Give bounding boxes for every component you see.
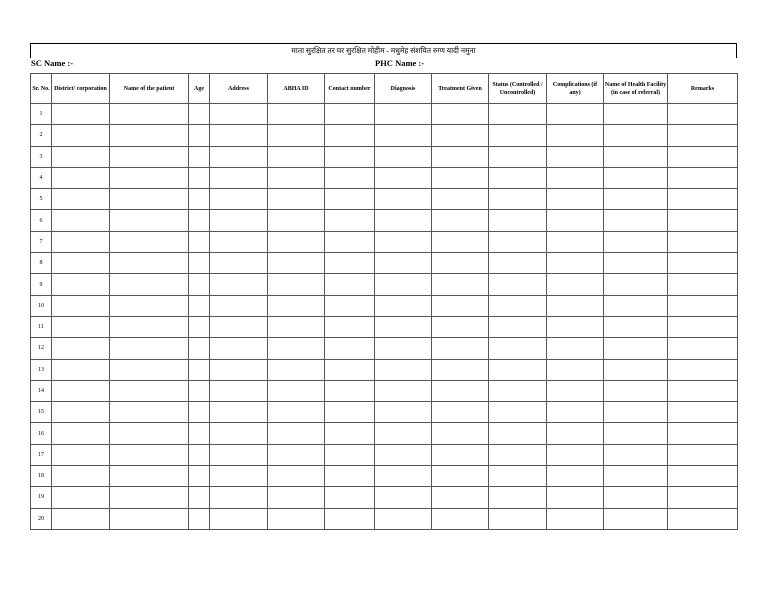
row-number: 12 <box>31 338 52 359</box>
table-cell[interactable] <box>489 125 547 146</box>
table-cell[interactable] <box>189 210 210 231</box>
table-cell[interactable] <box>432 253 489 274</box>
table-cell[interactable] <box>210 423 268 444</box>
table-cell[interactable] <box>52 338 110 359</box>
table-cell[interactable] <box>268 253 325 274</box>
table-row <box>31 402 738 423</box>
row-number: 20 <box>31 508 52 529</box>
table-cell[interactable] <box>189 104 210 125</box>
table-cell[interactable] <box>432 402 489 423</box>
table-cell[interactable] <box>375 508 432 529</box>
table-cell[interactable] <box>189 253 210 274</box>
table-cell[interactable] <box>268 466 325 487</box>
table-cell[interactable] <box>375 444 432 465</box>
table-cell[interactable] <box>189 466 210 487</box>
table-cell[interactable] <box>489 274 547 295</box>
row-number: 17 <box>31 444 52 465</box>
table-cell[interactable] <box>110 125 189 146</box>
table-cell[interactable] <box>325 402 375 423</box>
table-cell[interactable] <box>325 316 375 337</box>
table-cell[interactable] <box>668 402 738 423</box>
table-cell[interactable] <box>489 104 547 125</box>
table-cell[interactable] <box>325 210 375 231</box>
table-cell[interactable] <box>668 210 738 231</box>
table-cell[interactable] <box>432 444 489 465</box>
table-cell[interactable] <box>375 104 432 125</box>
table-cell[interactable] <box>268 316 325 337</box>
header-patient-name: Name of the patient <box>110 74 189 104</box>
table-cell[interactable] <box>110 316 189 337</box>
table-cell[interactable] <box>210 338 268 359</box>
header-complications: Complications (if any) <box>547 74 604 104</box>
table-cell[interactable] <box>489 146 547 167</box>
table-cell[interactable] <box>489 508 547 529</box>
table-row <box>31 380 738 401</box>
table-cell[interactable] <box>489 189 547 210</box>
table-cell[interactable] <box>210 146 268 167</box>
table-cell[interactable] <box>110 359 189 380</box>
table-cell[interactable] <box>52 253 110 274</box>
table-cell[interactable] <box>210 167 268 188</box>
row-number: 18 <box>31 466 52 487</box>
table-cell[interactable] <box>268 423 325 444</box>
table-cell[interactable] <box>325 253 375 274</box>
table-cell[interactable] <box>432 508 489 529</box>
table-cell[interactable] <box>110 210 189 231</box>
table-cell[interactable] <box>375 189 432 210</box>
header-age: Age <box>189 74 210 104</box>
table-cell[interactable] <box>52 125 110 146</box>
table-cell[interactable] <box>547 295 604 316</box>
table-cell[interactable] <box>375 359 432 380</box>
table-cell[interactable] <box>325 508 375 529</box>
table-cell[interactable] <box>432 167 489 188</box>
table-cell[interactable] <box>375 210 432 231</box>
table-cell[interactable] <box>189 146 210 167</box>
header-diagnosis: Diagnosis <box>375 74 432 104</box>
table-cell[interactable] <box>110 189 189 210</box>
table-cell[interactable] <box>52 466 110 487</box>
table-cell[interactable] <box>547 189 604 210</box>
table-cell[interactable] <box>547 104 604 125</box>
row-number: 1 <box>31 104 52 125</box>
table-cell[interactable] <box>189 316 210 337</box>
row-number: 14 <box>31 380 52 401</box>
table-cell[interactable] <box>432 295 489 316</box>
table-cell[interactable] <box>110 146 189 167</box>
table-cell[interactable] <box>604 466 668 487</box>
table-cell[interactable] <box>547 359 604 380</box>
table-cell[interactable] <box>489 380 547 401</box>
table-row <box>31 466 738 487</box>
table-cell[interactable] <box>668 189 738 210</box>
table-cell[interactable] <box>375 231 432 252</box>
table-cell[interactable] <box>268 125 325 146</box>
table-cell[interactable] <box>52 380 110 401</box>
table-cell[interactable] <box>668 104 738 125</box>
table-row <box>31 338 738 359</box>
table-cell[interactable] <box>189 338 210 359</box>
table-cell[interactable] <box>210 231 268 252</box>
table-cell[interactable] <box>489 402 547 423</box>
row-number: 16 <box>31 423 52 444</box>
table-cell[interactable] <box>110 423 189 444</box>
table-row <box>31 487 738 508</box>
table-cell[interactable] <box>375 125 432 146</box>
table-cell[interactable] <box>489 295 547 316</box>
table-cell[interactable] <box>604 104 668 125</box>
table-cell[interactable] <box>325 104 375 125</box>
patient-register-table <box>30 73 738 530</box>
table-cell[interactable] <box>432 487 489 508</box>
table-cell[interactable] <box>547 274 604 295</box>
table-cell[interactable] <box>210 444 268 465</box>
table-cell[interactable] <box>110 466 189 487</box>
table-row <box>31 146 738 167</box>
table-cell[interactable] <box>668 167 738 188</box>
table-cell[interactable] <box>375 146 432 167</box>
table-row <box>31 253 738 274</box>
table-cell[interactable] <box>210 295 268 316</box>
table-cell[interactable] <box>604 167 668 188</box>
table-cell[interactable] <box>210 487 268 508</box>
table-cell[interactable] <box>52 316 110 337</box>
table-cell[interactable] <box>325 466 375 487</box>
table-cell[interactable] <box>325 423 375 444</box>
table-cell[interactable] <box>189 402 210 423</box>
header-contact: Contact number <box>325 74 375 104</box>
table-cell[interactable] <box>432 210 489 231</box>
table-cell[interactable] <box>52 231 110 252</box>
table-cell[interactable] <box>268 295 325 316</box>
header-remarks: Remarks <box>668 74 738 104</box>
table-cell[interactable] <box>189 487 210 508</box>
table-cell[interactable] <box>604 146 668 167</box>
row-number: 5 <box>31 189 52 210</box>
table-cell[interactable] <box>604 487 668 508</box>
header-treatment: Treatment Given <box>432 74 489 104</box>
table-cell[interactable] <box>547 380 604 401</box>
table-cell[interactable] <box>325 146 375 167</box>
table-cell[interactable] <box>604 253 668 274</box>
row-number: 3 <box>31 146 52 167</box>
table-cell[interactable] <box>604 295 668 316</box>
table-cell[interactable] <box>268 167 325 188</box>
table-cell[interactable] <box>110 253 189 274</box>
table-cell[interactable] <box>52 295 110 316</box>
table-cell[interactable] <box>375 466 432 487</box>
table-cell[interactable] <box>604 189 668 210</box>
table-cell[interactable] <box>489 316 547 337</box>
table-cell[interactable] <box>547 423 604 444</box>
header-sr-no: Sr. No. <box>31 74 52 104</box>
phc-name-label: PHC Name :- <box>375 58 425 68</box>
table-cell[interactable] <box>375 253 432 274</box>
table-cell[interactable] <box>52 189 110 210</box>
table-cell[interactable] <box>325 295 375 316</box>
table-cell[interactable] <box>668 359 738 380</box>
table-cell[interactable] <box>52 508 110 529</box>
table-cell[interactable] <box>52 487 110 508</box>
table-cell[interactable] <box>547 338 604 359</box>
table-cell[interactable] <box>604 274 668 295</box>
table-cell[interactable] <box>189 274 210 295</box>
table-cell[interactable] <box>52 402 110 423</box>
table-cell[interactable] <box>668 295 738 316</box>
table-cell[interactable] <box>52 104 110 125</box>
table-cell[interactable] <box>210 508 268 529</box>
table-row <box>31 508 738 529</box>
table-cell[interactable] <box>268 338 325 359</box>
table-cell[interactable] <box>432 146 489 167</box>
table-cell[interactable] <box>110 295 189 316</box>
table-cell[interactable] <box>604 444 668 465</box>
table-cell[interactable] <box>489 423 547 444</box>
table-row <box>31 104 738 125</box>
table-cell[interactable] <box>547 402 604 423</box>
row-number: 11 <box>31 316 52 337</box>
table-cell[interactable] <box>110 274 189 295</box>
table-cell[interactable] <box>668 423 738 444</box>
table-cell[interactable] <box>375 423 432 444</box>
table-cell[interactable] <box>210 253 268 274</box>
table-cell[interactable] <box>547 316 604 337</box>
table-cell[interactable] <box>325 231 375 252</box>
table-cell[interactable] <box>604 125 668 146</box>
table-cell[interactable] <box>210 189 268 210</box>
header-address: Address <box>210 74 268 104</box>
table-cell[interactable] <box>210 125 268 146</box>
table-cell[interactable] <box>52 274 110 295</box>
table-cell[interactable] <box>489 253 547 274</box>
table-cell[interactable] <box>668 316 738 337</box>
table-cell[interactable] <box>375 295 432 316</box>
header-health-facility: Name of Health Facility (in case of referral) <box>604 74 668 104</box>
table-cell[interactable] <box>268 231 325 252</box>
table-cell[interactable] <box>325 380 375 401</box>
row-number: 15 <box>31 402 52 423</box>
table-header-row <box>31 74 738 104</box>
table-cell[interactable] <box>432 359 489 380</box>
table-cell[interactable] <box>110 487 189 508</box>
table-cell[interactable] <box>189 125 210 146</box>
row-number: 10 <box>31 295 52 316</box>
row-number: 19 <box>31 487 52 508</box>
table-cell[interactable] <box>325 189 375 210</box>
table-cell[interactable] <box>489 444 547 465</box>
table-cell[interactable] <box>52 210 110 231</box>
table-cell[interactable] <box>268 189 325 210</box>
table-cell[interactable] <box>547 508 604 529</box>
table-cell[interactable] <box>268 402 325 423</box>
table-cell[interactable] <box>325 359 375 380</box>
table-cell[interactable] <box>210 104 268 125</box>
table-cell[interactable] <box>489 338 547 359</box>
table-cell[interactable] <box>210 210 268 231</box>
table-cell[interactable] <box>604 402 668 423</box>
table-cell[interactable] <box>189 359 210 380</box>
table-cell[interactable] <box>375 487 432 508</box>
table-cell[interactable] <box>268 104 325 125</box>
table-cell[interactable] <box>189 189 210 210</box>
table-row <box>31 423 738 444</box>
table-cell[interactable] <box>604 508 668 529</box>
table-row <box>31 444 738 465</box>
table-cell[interactable] <box>52 444 110 465</box>
table-cell[interactable] <box>668 487 738 508</box>
table-cell[interactable] <box>189 295 210 316</box>
table-cell[interactable] <box>375 380 432 401</box>
table-cell[interactable] <box>604 359 668 380</box>
table-cell[interactable] <box>432 423 489 444</box>
header-district: District/ corporation <box>52 74 110 104</box>
table-cell[interactable] <box>668 253 738 274</box>
row-number: 9 <box>31 274 52 295</box>
table-cell[interactable] <box>604 316 668 337</box>
table-cell[interactable] <box>668 380 738 401</box>
table-cell[interactable] <box>604 338 668 359</box>
table-cell[interactable] <box>110 338 189 359</box>
table-cell[interactable] <box>189 380 210 401</box>
table-row <box>31 274 738 295</box>
table-cell[interactable] <box>189 508 210 529</box>
table-cell[interactable] <box>432 231 489 252</box>
row-number: 13 <box>31 359 52 380</box>
table-row <box>31 167 738 188</box>
table-cell[interactable] <box>210 359 268 380</box>
table-cell[interactable] <box>668 444 738 465</box>
table-cell[interactable] <box>325 444 375 465</box>
table-row <box>31 295 738 316</box>
table-cell[interactable] <box>547 167 604 188</box>
table-cell[interactable] <box>52 423 110 444</box>
table-cell[interactable] <box>325 167 375 188</box>
table-cell[interactable] <box>547 444 604 465</box>
table-cell[interactable] <box>210 402 268 423</box>
table-cell[interactable] <box>268 487 325 508</box>
form-title: माता सुरक्षित तर घर सुरक्षित मोहीम - मधुमेह संशयित रुग्ण यादी नमुना <box>30 43 737 58</box>
table-cell[interactable] <box>489 466 547 487</box>
table-cell[interactable] <box>189 167 210 188</box>
table-cell[interactable] <box>668 466 738 487</box>
table-cell[interactable] <box>268 359 325 380</box>
table-cell[interactable] <box>210 380 268 401</box>
table-cell[interactable] <box>268 444 325 465</box>
table-cell[interactable] <box>110 402 189 423</box>
table-cell[interactable] <box>547 231 604 252</box>
table-cell[interactable] <box>325 125 375 146</box>
table-cell[interactable] <box>547 466 604 487</box>
header-abha-id: ABHA ID <box>268 74 325 104</box>
table-cell[interactable] <box>375 167 432 188</box>
table-cell[interactable] <box>110 231 189 252</box>
table-cell[interactable] <box>52 359 110 380</box>
table-row <box>31 210 738 231</box>
table-cell[interactable] <box>210 466 268 487</box>
table-cell[interactable] <box>547 487 604 508</box>
table-cell[interactable] <box>325 274 375 295</box>
table-cell[interactable] <box>604 210 668 231</box>
table-cell[interactable] <box>668 274 738 295</box>
table-cell[interactable] <box>489 487 547 508</box>
table-cell[interactable] <box>52 167 110 188</box>
table-cell[interactable] <box>432 316 489 337</box>
table-cell[interactable] <box>268 274 325 295</box>
table-row <box>31 189 738 210</box>
table-cell[interactable] <box>189 423 210 444</box>
table-cell[interactable] <box>325 487 375 508</box>
sc-name-label: SC Name :- <box>31 58 74 68</box>
table-row <box>31 231 738 252</box>
table-cell[interactable] <box>604 380 668 401</box>
table-cell[interactable] <box>268 210 325 231</box>
table-cell[interactable] <box>52 146 110 167</box>
table-cell[interactable] <box>547 146 604 167</box>
header-status: Status (Controlled / Uncontrolled) <box>489 74 547 104</box>
table-cell[interactable] <box>668 125 738 146</box>
table-cell[interactable] <box>110 380 189 401</box>
table-cell[interactable] <box>189 231 210 252</box>
table-cell[interactable] <box>604 231 668 252</box>
table-cell[interactable] <box>110 508 189 529</box>
table-cell[interactable] <box>547 210 604 231</box>
table-cell[interactable] <box>268 380 325 401</box>
table-cell[interactable] <box>189 444 210 465</box>
table-cell[interactable] <box>489 359 547 380</box>
table-cell[interactable] <box>210 274 268 295</box>
table-cell[interactable] <box>110 167 189 188</box>
table-cell[interactable] <box>432 338 489 359</box>
table-row <box>31 316 738 337</box>
row-number: 6 <box>31 210 52 231</box>
row-number: 7 <box>31 231 52 252</box>
table-cell[interactable] <box>668 508 738 529</box>
table-cell[interactable] <box>375 338 432 359</box>
table-cell[interactable] <box>668 231 738 252</box>
table-cell[interactable] <box>604 423 668 444</box>
table-cell[interactable] <box>668 338 738 359</box>
table-cell[interactable] <box>210 316 268 337</box>
table-cell[interactable] <box>268 508 325 529</box>
table-cell[interactable] <box>110 444 189 465</box>
table-cell[interactable] <box>432 466 489 487</box>
table-cell[interactable] <box>375 274 432 295</box>
row-number: 2 <box>31 125 52 146</box>
table-cell[interactable] <box>375 402 432 423</box>
table-cell[interactable] <box>547 125 604 146</box>
table-cell[interactable] <box>547 253 604 274</box>
table-cell[interactable] <box>668 146 738 167</box>
table-cell[interactable] <box>110 104 189 125</box>
table-cell[interactable] <box>432 189 489 210</box>
table-cell[interactable] <box>268 146 325 167</box>
table-cell[interactable] <box>432 104 489 125</box>
table-cell[interactable] <box>489 231 547 252</box>
table-cell[interactable] <box>325 338 375 359</box>
table-cell[interactable] <box>489 167 547 188</box>
table-cell[interactable] <box>375 316 432 337</box>
row-number: 4 <box>31 167 52 188</box>
table-cell[interactable] <box>432 125 489 146</box>
row-number: 8 <box>31 253 52 274</box>
table-cell[interactable] <box>432 380 489 401</box>
table-row <box>31 125 738 146</box>
table-cell[interactable] <box>489 210 547 231</box>
table-row <box>31 359 738 380</box>
table-cell[interactable] <box>432 274 489 295</box>
